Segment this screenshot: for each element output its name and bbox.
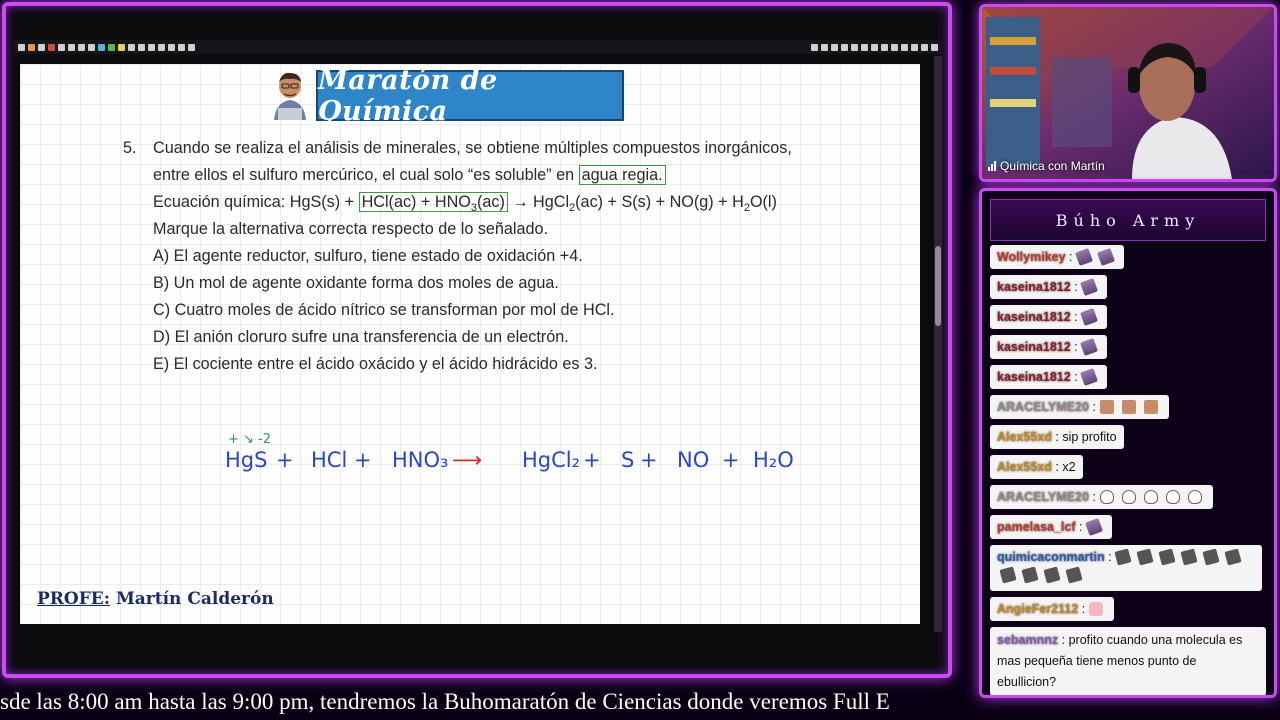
- equation-text: (ac) + S(s) + NO(g) + H: [575, 193, 744, 211]
- question-number: 5.: [123, 139, 137, 157]
- chat-separator: :: [1069, 250, 1073, 264]
- signal-icon: [988, 161, 996, 171]
- toolbar-button[interactable]: [18, 44, 25, 51]
- clap-emote-icon: [1122, 490, 1136, 504]
- hw-term: HCl: [311, 448, 348, 472]
- question-line: Cuando se realiza el análisis de minerales, se obtiene múltiples compuestos inorgánicos,: [153, 139, 792, 157]
- chat-username[interactable]: sebamnnz: [997, 633, 1059, 647]
- toolbar-button[interactable]: [138, 44, 145, 51]
- toolbar-button[interactable]: [28, 44, 35, 51]
- chat-message: [990, 485, 1213, 509]
- chat-separator: :: [1074, 370, 1078, 384]
- teacher-name: Martín Calderón: [110, 589, 274, 609]
- highlight-box: agua regia.: [579, 165, 666, 185]
- chat-username[interactable]: quimicaconmartin: [997, 550, 1105, 564]
- toolbar-button[interactable]: [88, 44, 95, 51]
- chat-message: [990, 545, 1262, 591]
- chair-emote-icon: [1114, 548, 1131, 565]
- chat-title: Búho Army: [1055, 210, 1201, 230]
- chat-message: [990, 245, 1124, 269]
- toolbar-button[interactable]: [841, 44, 848, 51]
- hw-term: +: [276, 448, 294, 472]
- toolbar-button[interactable]: [108, 44, 115, 51]
- chat-separator: :: [1074, 340, 1078, 354]
- oxidation-states: + ↘ -2: [228, 432, 272, 447]
- chat-text: mas pequeña tiene menos punto de: [997, 654, 1197, 668]
- toolbar-button[interactable]: [58, 44, 65, 51]
- option-a: A) El agente reductor, sulfuro, tiene estado de oxidación +4.: [153, 247, 583, 265]
- chair-emote-icon: [1202, 548, 1219, 565]
- memoji-avatar-icon: [270, 70, 310, 120]
- chat-username[interactable]: kaseina1812: [997, 340, 1071, 354]
- option-b: B) Un mol de agente oxidante forma dos moles de agua.: [153, 274, 559, 292]
- clap-emote-icon: [1188, 490, 1202, 504]
- handwritten-equation: [225, 432, 805, 502]
- chat-username[interactable]: kaseina1812: [997, 280, 1071, 294]
- option-d: D) El anión cloruro sufre una transferencia de un electrón.: [153, 328, 569, 346]
- equation-text: O(l): [749, 193, 777, 211]
- chat-username[interactable]: Wollymikey: [997, 250, 1066, 264]
- face-emote-icon: [1122, 400, 1136, 414]
- news-ticker: sde las 8:00 am hasta las 9:00 pm, tendremos la Buhomaratón de Ciencias donde veremos Full E: [0, 689, 890, 714]
- toolbar-button[interactable]: [158, 44, 165, 51]
- close-icon[interactable]: [931, 44, 938, 51]
- chair-emote-icon: [1158, 548, 1175, 565]
- chat-text: x2: [1062, 460, 1076, 474]
- chair-emote-icon: [1224, 548, 1241, 565]
- subscript: 3: [470, 202, 477, 215]
- highlight-box: [359, 192, 508, 215]
- chat-message: [990, 627, 1266, 696]
- toolbar-button[interactable]: [871, 44, 878, 51]
- chat-separator: :: [1081, 602, 1086, 616]
- toolbar-button[interactable]: [881, 44, 888, 51]
- chat-username[interactable]: AngieFer2112: [997, 602, 1079, 616]
- slide-scrollbar[interactable]: [934, 56, 942, 632]
- chat-separator: :: [1092, 400, 1096, 414]
- chat-text: profito cuando una molecula es: [1068, 633, 1243, 647]
- toolbar-button[interactable]: [861, 44, 868, 51]
- chat-header: [990, 199, 1266, 241]
- chat-message: [990, 305, 1107, 329]
- hw-term: +: [640, 448, 658, 472]
- clap-emote-icon: [1144, 490, 1158, 504]
- chair-emote-icon: [999, 566, 1016, 583]
- toolbar-button[interactable]: [911, 44, 918, 51]
- chat-message: [990, 365, 1107, 389]
- question-instruction: Marque la alternativa correcta respecto de lo señalado.: [153, 220, 549, 238]
- hw-term: NO: [677, 448, 710, 472]
- hw-term: +: [354, 448, 372, 472]
- toolbar-button[interactable]: [68, 44, 75, 51]
- toolbar-button[interactable]: [78, 44, 85, 51]
- chat-message: [990, 275, 1107, 299]
- slide-banner: [316, 64, 624, 127]
- toolbar-right-group: [811, 44, 938, 51]
- hw-term: HgCl₂: [522, 448, 581, 472]
- toolbar-button[interactable]: [921, 44, 928, 51]
- question-text: entre ellos el sulfuro mercúrico, el cual solo “es soluble” en: [153, 166, 579, 184]
- toolbar-button[interactable]: [891, 44, 898, 51]
- toolbar-button[interactable]: [901, 44, 908, 51]
- toolbar-button[interactable]: [821, 44, 828, 51]
- equation-text: → HgCl: [507, 193, 570, 211]
- subscript: 2: [569, 202, 576, 215]
- scrollbar-thumb[interactable]: [935, 246, 941, 326]
- chair-emote-icon: [1136, 548, 1153, 565]
- hw-term: +: [722, 448, 740, 472]
- slide-toolbar: [14, 40, 942, 54]
- chat-separator: :: [1108, 550, 1112, 564]
- chat-message: [990, 455, 1083, 479]
- chair-emote-icon: [1080, 338, 1098, 356]
- toolbar-button[interactable]: [38, 44, 45, 51]
- chat-username[interactable]: Alex55xd: [997, 430, 1052, 444]
- toolbar-button[interactable]: [178, 44, 185, 51]
- chat-username[interactable]: kaseina1812: [997, 370, 1071, 384]
- hw-term: HgS: [225, 448, 268, 472]
- toolbar-button[interactable]: [128, 44, 135, 51]
- equation-line: [153, 193, 777, 214]
- chat-separator: :: [1055, 430, 1059, 444]
- chat-username[interactable]: ARACELYME20: [997, 490, 1089, 504]
- chair-emote-icon: [1085, 518, 1103, 536]
- hw-term: +: [583, 448, 601, 472]
- toolbar-button[interactable]: [831, 44, 838, 51]
- banner-title: Maratón de Química: [318, 64, 498, 127]
- toolbar-left-group: [18, 44, 195, 51]
- chat-message: [990, 425, 1124, 449]
- toolbar-button[interactable]: [168, 44, 175, 51]
- chat-separator: :: [1074, 280, 1078, 294]
- hw-term: HNO₃: [392, 448, 449, 472]
- chair-emote-icon: [1043, 566, 1060, 583]
- option-c: C) Cuatro moles de ácido nítrico se transforman por mol de HCl.: [153, 301, 615, 319]
- clap-emote-icon: [1100, 490, 1114, 504]
- chat-separator: :: [1061, 633, 1066, 647]
- chat-separator: :: [1055, 460, 1059, 474]
- question-line: [153, 166, 666, 185]
- chat-separator: :: [1079, 520, 1083, 534]
- toolbar-button[interactable]: [118, 44, 125, 51]
- chat-username[interactable]: kaseina1812: [997, 310, 1071, 324]
- toolbar-button[interactable]: [811, 44, 818, 51]
- hw-arrow: ⟶: [452, 448, 483, 472]
- anime-emote-icon: [1089, 602, 1103, 616]
- equation-text: HCl(ac) + HNO: [361, 193, 471, 211]
- channel-label: [988, 159, 1105, 173]
- slide-canvas: [20, 64, 920, 624]
- chair-emote-icon: [1080, 278, 1098, 296]
- chair-emote-icon: [1080, 368, 1098, 386]
- chair-emote-icon: [1097, 248, 1115, 266]
- chair-emote-icon: [1021, 566, 1038, 583]
- webcam-frame: [979, 4, 1277, 182]
- chat-message: [990, 597, 1114, 621]
- chat-text: sip profito: [1062, 430, 1117, 444]
- chat-username[interactable]: pamelasa_lcf: [997, 520, 1076, 534]
- face-emote-icon: [1144, 400, 1158, 414]
- chat-text: ebullicion?: [997, 675, 1057, 689]
- chair-emote-icon: [1080, 308, 1098, 326]
- chat-username[interactable]: ARACELYME20: [997, 400, 1089, 414]
- chat-separator: :: [1092, 490, 1096, 504]
- chat-username[interactable]: Alex55xd: [997, 460, 1052, 474]
- equation-label: Ecuación química: HgS(s) +: [153, 193, 359, 211]
- channel-name: Química con Martín: [1000, 159, 1105, 173]
- teacher-label: PROFE:: [37, 589, 111, 609]
- face-emote-icon: [1100, 400, 1114, 414]
- toolbar-button[interactable]: [188, 44, 195, 51]
- toolbar-button[interactable]: [851, 44, 858, 51]
- chair-emote-icon: [1065, 566, 1082, 583]
- hw-term: S: [621, 448, 635, 472]
- chat-message: [990, 395, 1169, 419]
- chat-panel: [979, 188, 1277, 698]
- clap-emote-icon: [1166, 490, 1180, 504]
- webcam-video: [982, 7, 1274, 179]
- toolbar-button[interactable]: [48, 44, 55, 51]
- equation-text: (ac): [476, 193, 505, 211]
- chair-emote-icon: [1075, 248, 1093, 266]
- hw-term: H₂O: [753, 448, 794, 472]
- toolbar-button[interactable]: [148, 44, 155, 51]
- chat-message: [990, 515, 1112, 539]
- teacher-credit: [37, 589, 274, 609]
- chat-separator: :: [1074, 310, 1078, 324]
- chat-message: [990, 335, 1107, 359]
- subscript: 2: [743, 202, 750, 215]
- chair-emote-icon: [1180, 548, 1197, 565]
- option-e: E) El cociente entre el ácido oxácido y el ácido hidrácido es 3.: [153, 355, 598, 373]
- toolbar-button[interactable]: [98, 44, 105, 51]
